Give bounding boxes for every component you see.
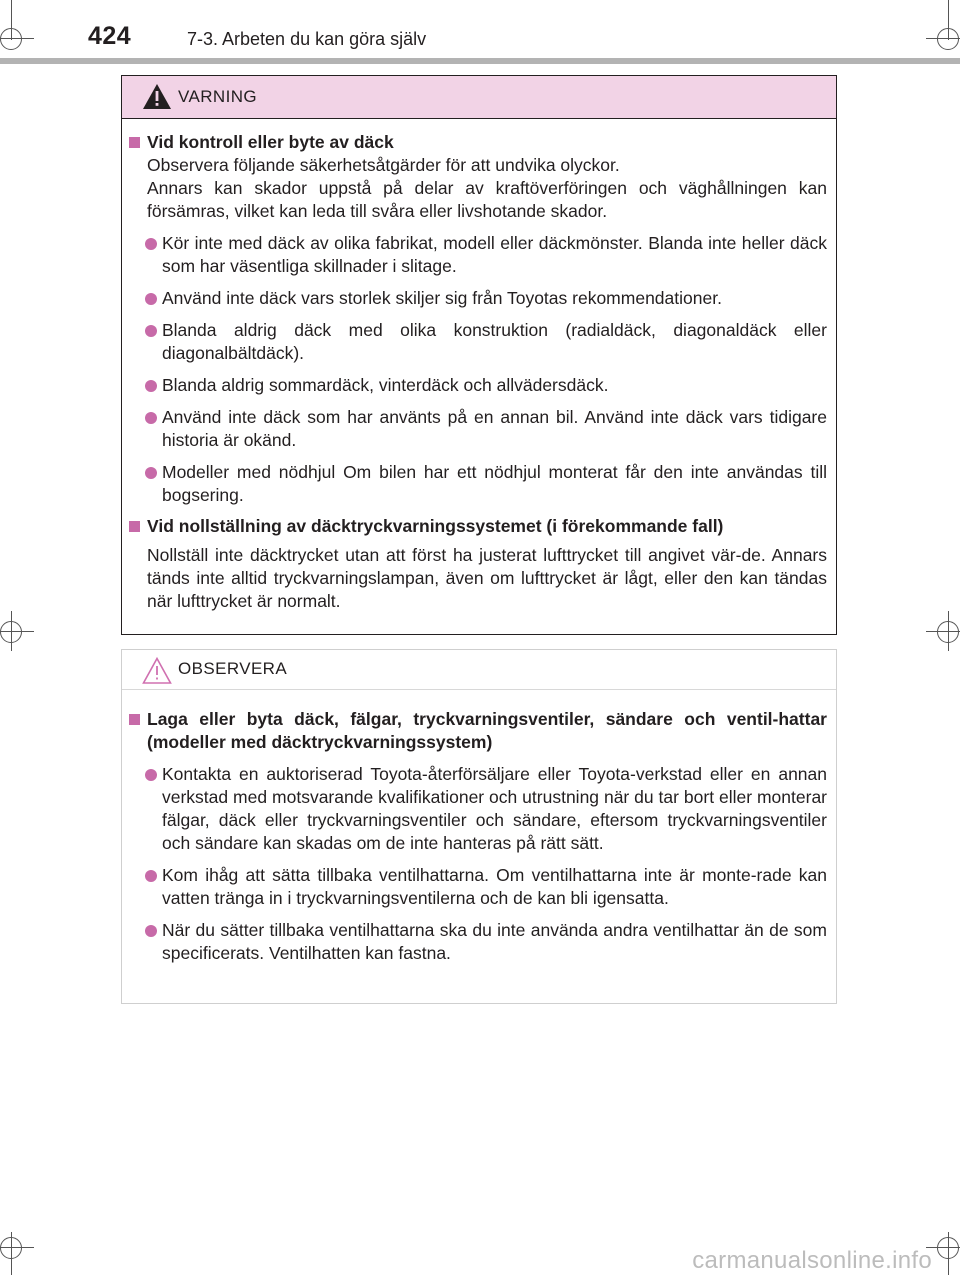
round-bullet-icon xyxy=(145,293,157,305)
section-text: Nollställ inte däcktrycket utan att först ha justerat lufttrycket till angivet vär-de. Annars tänds inte alltid tryckvarningslampan, även om lufttrycket är lågt, eller den kan tändas när lufttrycket är normalt. xyxy=(147,545,827,611)
round-bullet-icon xyxy=(145,925,157,937)
warning-section-tpms-reset xyxy=(129,515,827,613)
section-title: Vid kontroll eller byte av däck xyxy=(129,131,827,154)
warning-header xyxy=(122,76,836,119)
square-bullet-icon xyxy=(129,714,140,725)
round-bullet-icon xyxy=(145,238,157,250)
warning-label: VARNING xyxy=(178,87,257,106)
list-item: Blanda aldrig sommardäck, vinterdäck och allvädersdäck. xyxy=(145,374,827,397)
round-bullet-icon xyxy=(145,380,157,392)
list-item: Blanda aldrig däck med olika konstruktion (radialdäck, diagonaldäck eller diagonalbältdäck). xyxy=(145,319,827,365)
section-title: Laga eller byta däck, fälgar, tryckvarningsventiler, sändare och ventil-hattar (modeller med däcktryckvarningssystem) xyxy=(129,708,827,754)
notice-header xyxy=(122,650,836,690)
list-item: När du sätter tillbaka ventilhattarna ska du inte använda andra ventilhattar än de som specificerats. Ventilhatten kan fastna. xyxy=(145,919,827,965)
list-item: Använd inte däck som har använts på en annan bil. Använd inte däck vars tidigare historia är okänd. xyxy=(145,406,827,452)
warning-section-tire-check xyxy=(129,131,827,507)
page-number: 424 xyxy=(88,22,132,50)
notice-label: OBSERVERA xyxy=(178,659,288,678)
round-bullet-icon xyxy=(145,412,157,424)
list-item: Modeller med nödhjul Om bilen har ett nödhjul monterat får den inte användas till bogsering. xyxy=(145,461,827,507)
warning-triangle-filled-icon xyxy=(142,83,172,110)
square-bullet-icon xyxy=(129,521,140,532)
warning-content xyxy=(122,119,836,613)
watermark: carmanualsonline.info xyxy=(692,1247,932,1274)
round-bullet-icon xyxy=(145,870,157,882)
round-bullet-icon xyxy=(145,325,157,337)
warning-box xyxy=(121,75,837,635)
list-item: Kör inte med däck av olika fabrikat, modell eller däckmönster. Blanda inte heller däck som har väsentliga skillnader i slitage. xyxy=(145,232,827,278)
list-item: Kom ihåg att sätta tillbaka ventilhattarna. Om ventilhattarna inte är monte-rade kan vatten tränga in i tryckvarningsventilerna och de kan bli igensatta. xyxy=(145,864,827,910)
list-item: Kontakta en auktoriserad Toyota-återförsäljare eller Toyota-verkstad eller en annan verkstad med motsvarande kvalifikationer och utrustning när du tar bort eller monterar fälgar, däck eller tryckvarningsventiler och sändare, eftersom tryckvarningsventiler och sändare kan skadas om de inte hanteras på rätt sätt. xyxy=(145,763,827,855)
page-header xyxy=(0,0,960,64)
warning-triangle-outline-icon xyxy=(142,657,172,684)
notice-section-repair xyxy=(129,708,827,965)
section-text: Observera följande säkerhetsåtgärder för att undvika olyckor. Annars kan skador uppstå på delar av kraftöverföringen och väghållningen kan försämras, vilket kan leda till svåra eller livshotande skador. xyxy=(147,155,827,221)
header-rule xyxy=(0,58,960,64)
square-bullet-icon xyxy=(129,137,140,148)
round-bullet-icon xyxy=(145,769,157,781)
notice-content xyxy=(122,690,836,965)
notice-box xyxy=(121,649,837,1004)
section-title: Vid nollställning av däcktryckvarningssystemet (i förekommande fall) xyxy=(129,515,827,538)
round-bullet-icon xyxy=(145,467,157,479)
chapter-title: 7-3. Arbeten du kan göra själv xyxy=(187,29,427,49)
list-item: Använd inte däck vars storlek skiljer sig från Toyotas rekommendationer. xyxy=(145,287,827,310)
